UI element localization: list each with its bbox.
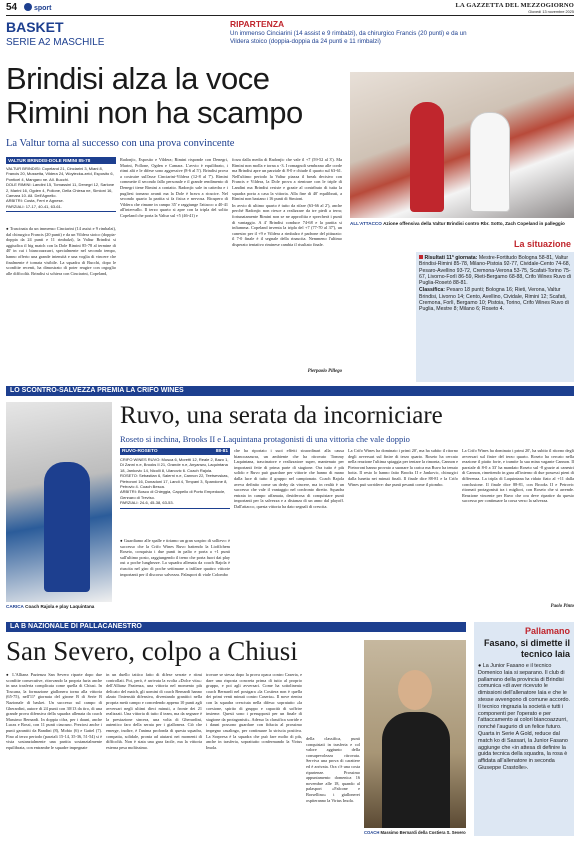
- article-col-1: ● Trascinata da un immenso Cinciarini (14 assist e 9 rimbalzi), dal chirurgico Francis (20 punti) e da un Vildera stoico (doppia-doppia da 24 punti e 11 rimbalzi), la Valtur Brindisi si aggiudica il big match con la Dole Rimini 85-78 al termine di 40' in cui i biancoazzurri, specialmente nel secondo tempo, hanno offerto una grande intensità e una voglia di vincere che finalmente è tornata visibile. La squadra di Bucchi, dopo le sconfitte recenti, ha dimostrato di poter reagire con orgoglio alle difficoltà. Brindisi si schiera con Cinciarini, Copeland,: [6, 226, 116, 276]
- article-col-3: La Crifo Wines ha dominato i primi 20', ma ha subito il ritorno degli avversari sul finire di terzo quarto. Roseto ha cercato nella reazione l'ultima spiaggia per tentare la rimonta, Cannon e Pietroroni hanno provato a suonare la carica ma Ruvo ha tenuto botta. Il resto lo hanno fatto Brooks II e Jankovic, chirurgici dalla lunetta nei minuti finali. Il finale dice 88-81 e la Crifo Wines può sorridere: due punti pesanti come il piombo.: [348, 448, 458, 487]
- article-col-3: [232, 157, 342, 369]
- standings-box: [416, 236, 574, 382]
- article-col-4: della classifica, punti conquistati in trasferta e col valore aggiunto della consapevolezza ritrovata. Serviva una prova di carattere ed è arrivata. Ora c'è una costa ripartenze. Prossimo appuntamento domenica 16 novembre alle 18, quando al palasport «Falcone e Borsellino» i giallonerei ospiteranno la Virtus Imola.: [306, 736, 360, 803]
- box-score-line: ARBITRI: Costa, Ferri e Agnese.: [6, 198, 64, 204]
- photo-caption-label: ALL'ATTACCO: [350, 221, 382, 226]
- article-col-3: trovare se stessa dopo la prova opaca contro Caserta, e dare una risposta concreta prima di tutto al proprio gruppo, e poi agli avversari. Come ha sottolineato coach Bernardi nel postgara «la Costiera non è quella dei primi venti minuti contro Caserta». Il nove rientra con la squadra cresciuta nella difesa: sopratutto «la coesione, spirito di gruppo e capacità di soffrire insieme. Questi sono i presupposti per un finale di stagione da protagonisti». Adesso la classifica sorride e i dauni possono guardare con fiducia al prossimo impegno casalingo, per continuare la striscia positiva. La Sorpresa è la squadra che può fare molto di più, anche in trasferta, soprattutto confermando la Virtus Imola.: [206, 672, 302, 750]
- summary: Un immenso Cinciarini (14 assist e 9 rimbalzi), da chirurgico Francis (20 punti) e da un Vildera stoico (doppia-doppia da 24 punti e 11 rimbalzi): [230, 30, 467, 45]
- box-score-line: VALTUR BRINDISI: Copeland 21, Cinciarini 3, Miani 8, Francis 20, Mussetta, Vildera 24, Woytecka-zeid, Esposito 6, Ponticel 4, Mangaro ne. All. Bucchi.: [6, 166, 114, 182]
- box-score-title: VALTUR BRINDISI-DOLE RIMINI 85-78: [6, 157, 116, 164]
- article-col-2: Radonjic, Esposito e Vildera; Rimini risponde con Denegri, Marini, Pollone, Ogden e Camara. L'avvio è equilibrato, i ritmi alti e le difese sono aggressive (8-6 al 5'). Brindisi prova a costruire sull'asse Cinciarini-Vildera (12-8 al 7'). Rimini commette il secondo fallo personale e il grande rendimento di Denegri tiene Rimini a contatto. Radonjic sale in cattedra e i pugliesi tornano avanti ma la Dole è brava a ricucire. Nel secondo quarto la partita si fa fisica e nervosa. Ricupero di Vildera che rimane in campo 35' e raggiunge l'attacco a 40-41 all'intervallo. Il terzo quarto si apre con la tripla del solito Copeland che porta la Valtur sul +5 (46-41) e: [120, 157, 228, 218]
- ruvo-box-score-value: 88-81: [215, 449, 228, 454]
- pallamano-body: ● La Junior Fasano e il tecnico Domenico Iaia si separano. Il club di pallamano della provincia di Brindisi comunica «di aver ricevuto le dimissioni dell'allenatore Iaia e che le stesse avvengono di comune accordo. Il tecnico ringrazia la società e tutti i componenti per l'operato e per l'attaccamento ai colori biancoazzurri, nonché l'augurio di un felice futuro. Quarta in Serie A Gold, reduce dal match ko di Sassari, la Junior Fasano aggiunge che «in attesa di definire la guida tecnica della squadra, la rosa è affidata all'allenatore in seconda Giuseppe Crastolle».: [478, 663, 570, 771]
- photo-basket-action: [350, 72, 574, 218]
- pallamano-headline: Fasano, si dimette il tecnico Iaia: [483, 638, 570, 659]
- ruvo-subhead: Roseto si inchina, Brooks II e Laquintana protagonisti di una vittoria che vale doppio: [120, 434, 410, 444]
- box-score-line: DOLE RIMINI: Landini 15, Tomassini 11, Denegri 12, Sarlone 2, Marini 16, Ogden 4, Pollone, Della Chiesa ne, Simioni 16, Camara 10. All. Dell'Agnello.: [6, 182, 115, 199]
- byline: Pierpaolo Pillego: [307, 369, 342, 374]
- ruvo-headline: Ruvo, una serata da incorniciare: [120, 402, 443, 429]
- headline-1: Brindisi alza la voce: [6, 61, 270, 96]
- article-col-2: che ha riportato i suoi effetti straordinari alla causa biancoazzurra, un ambiente che ha ritrovato Tommy Laquintana, trascinatore e realizzatore super, mantenuto per importanti fette di prima parte di stagione. Ora tutto è più solido e Ruvo può guardare per vittorie che hanno di mano dalla luce di tutto il gruppo nel campionato. Coach Rajola aveva definito come un derby da vincere, ma in realtà è un successo che vale il vantaggio nel confronto diretto. Squadra entrata in campo affamata, desiderosa di conquistare punti importanti per la salvezza e a distanza di un anno dal playoff. Dall'attacco, questa vittoria ha dato segnali di crescita.: [234, 448, 344, 509]
- results-text: [416, 252, 574, 286]
- box-score-line: ROSETO: Sebastian 6, Salerni n.e, Cannon 22, Teetsevskas, Pietroroni 16, Donadoni 17, Landi 4, Timpani 3, Spandone 8, Petrovic 4. Coach Besca.: [120, 473, 229, 490]
- box-score-line: PARZIALI: 24-6, 45-38, 63-53.: [120, 500, 230, 508]
- pallamano-box: [474, 622, 574, 836]
- box-score-line: ARBITRI: Bosco di Chieggia, Cappello di Porto Empedocle, Gennaro di Treviso.: [120, 489, 226, 500]
- article-col-4: La Crifo Wines ha dominato i primi 20', ha subito il ritorno degli avversari sul finire del terzo quarto. Roseto ha cercato nella reazione il piatto forte, e tramite la sua mina vagante Cannon. Il parziale di 8-0 a 33' ha mandato Roseto sul -8 grazie ai canestri di Cannon, rimettendo in gara all'interno di due possessi pieni di differenza. La tripla di Laquintana ha ridato fiato al +11 dalla conclusione. Il finale dice 88-81, con Brooks II e Petrovic ritornati protagonisti tra i migliori, con Roseto che si arrende. Reazione vincente per Ruvo che ora deve ripartire da questo successo per continuare la corsa verso la salvezza.: [462, 448, 574, 504]
- kicker: RIPARTENZA: [230, 19, 285, 29]
- sport-logo: sport: [24, 3, 51, 12]
- issue-date: Giovedì 13 novembre 2025: [528, 10, 574, 14]
- photo-caption-text: Azione offensiva della Valtur Brindisi contro Rbr. Sotto, Zach Copeland in palleggio: [383, 221, 565, 226]
- article-paragraph: In avvio di ultimo quarto è tutto da rifare (63-66 al 2'), anche perché Radonjic non riesce a realizzare da tre piedi a terra; fortunatamente Rimini non se ne approfitta e sprecherà i punti di vantaggio. A 4' Brindisi conduce 74-68 e la partita si infiamma. Copeland inventa la tripla del +7 (77-70 al 37'), un canestro per il +9 e Vildera a rimbalzo è padrone del pitturato: il 7-0 finale è il segnale della rinascita. Nemmeno l'ultimo disperato tentativo riminese cambia il risultato finale.: [232, 202, 342, 247]
- box-score-line: PARZIALI: 17-17, 40-41, 63-61.: [6, 204, 116, 212]
- player-figure: [470, 112, 510, 212]
- article-col-2: in un duello tattico fatto di difese serrate e ritmi controllati. Poi, però, è arrivata la svolta «Dolce vita»: dell'Allianz Pazienza, una vittoria nel momento più delicato del match, gli uomini di coach Bernardi hanno alzato l'intensità difensiva, diventando granitici nella propria metà campo e concedendo appena 10 punti agli avversari negli ultimi dieci minuti, a fronte dei 21 realizzati. Una vittoria di tutto il team, ma da segnare è la prestazione sincera, una volta di Gherardini, autentico faro della serata per i giallonera. Ciò che emerge, inoltre, è l'anima profonda di questa squadra, compatta, solidale, pronta ad aiutarsi nei momenti di difficoltà. Non è stata una gara facile, ma la vittoria esterna pesa moltissimo.: [106, 672, 202, 750]
- box-score: [6, 157, 116, 212]
- sport-logo-icon: [24, 3, 32, 11]
- photo-caption: [6, 604, 112, 609]
- ruvo-box-title-row: [120, 448, 230, 455]
- photo-ruvo-coach: [6, 402, 112, 602]
- photo-caption-label: CARICA: [6, 604, 24, 609]
- byline: Paolo Pinto: [550, 604, 574, 609]
- article-col-1: ● L'Allianz Pazienza San Severo riparte dopo due sconfitte consecutive, ritrovando la propria furia anche in una trasferta complicata come quella di Chiusi. In Toscana, la formazione giallonera torna alla vittoria (65-75), nell'11ª giornata del girone B di Serie B Nazionale di basket. Un successo sul campo di Gherardini, autore di 24 punti con 30/13 da tiro, di una grande prova difensiva della squadra allenata da coach Massimo Bernardi. In doppia cifra, per i dauni, anche Lucas e Bossi, con 11 punti ciascuno. Preziosi anche i punti garantiti da Bandini (8), Mobio (6) e Gattel (7). Fino al terzo periodo (parziali 15-14, 35-36, 51-54) si è vista sostanzialmente una partita sostanzialmente equilibrata, con entrambe le squadre impegnate: [6, 672, 102, 750]
- results-values: Mestre-Fortitudo Bologna 58-81, Valtur Brindisi-Rimini 85-78, Milano-Pistoia 92-77, Cividale-Cento 74-68, Pesaro-Avellino 93-72, Cremona-Verona 53-75, Scafati-Torino 75-67, Livorno-Forlì 86-59, Rieti-Bergamo 68-88, Crifo Wines Ruvo di Puglia-Rosetó 88-81.: [419, 255, 571, 287]
- article-col-1: ● Guardiamo alle spalle e tiriamo un gran sospiro di sollievo: è successo che la Crifo Wines Ruvo battendo la Liofilchem Roseto, conquista i due punti in palio e porta a +1 punti sull'ultimo posto, raggiungendo il treno che porta fuori dai play out a poche lunghezze. La squadra allenata da coach Rajola è riuscita nel giro di poche settimane a infilare quattro vittorie importanti per il discorso salvezza. Palasport di viale Colombo: [120, 538, 230, 577]
- section-league: SERIE A2 MASCHILE: [6, 37, 105, 48]
- ruvo-box-title: RUVO-ROSETO: [122, 449, 158, 454]
- box-score-line: CRIFO WINES RUVO: Musca 6, Moretti 12, Reale 2, Bazo 1, Di Zanni n.e, Brooks II 21, Grande n.e, Anyanwu, Laquintana 18, Jankovic 14, Nicolli 8, Ulanovic 6. Coach Rajola.: [120, 457, 229, 473]
- standings-title: La situazione: [416, 236, 574, 252]
- masthead: [6, 2, 574, 16]
- person-head: [398, 670, 432, 710]
- photo-caption-label: COACH: [364, 830, 380, 835]
- player-figure: [410, 102, 444, 212]
- standings-values: Pesaro 18 punti; Bologna 16; Rieti, Verona, Valtur Brindisi, Livorno 14; Cento, Avellino, Cividale, Rimini 12; Scafati, Cremona, Forlì, Bergamo 10; Pistoia, Torino, Crifo Wines Ruvo di Puglia, Mestre 8; Milano 6; Roseto 4.: [419, 287, 569, 313]
- standings-label: Classifica:: [419, 287, 445, 294]
- photo-caption-text: Coach Rajola e play Laquintana: [25, 604, 95, 609]
- standings-text: [416, 286, 574, 313]
- section-bar-ruvo: LO SCONTRO-SALVEZZA PREMIA LA CRIFO WINES: [6, 386, 574, 396]
- section-bar-sansevero: LA B NAZIONALE DI PALLACANESTRO: [6, 622, 466, 632]
- pallamano-kicker: Pallamano: [524, 626, 570, 636]
- person-body: [382, 712, 450, 828]
- page-number: 54: [6, 2, 18, 13]
- person-figure: [44, 462, 90, 592]
- article-paragraph: forza dalla media di Radonjic che vale il +7 (59-52 al 3'). Ma Rimini non molla e torna a -3. I romagnoli sembrano alle corde ma Brindisi apre un parziale di 8-0 e chiude il quarto sul 63-61. Nell'ultimo periodo la Valtur piazza il break decisivo con Francis e Vildera, la Dole prova a rientrare con le triple di Landini ma Brindisi resiste e grazie al contributo di tutta la squadra porta a casa la vittoria. Alla fine di 40' equilibrati, a Rimini non bastano i 16 punti di Simioni.: [232, 157, 342, 202]
- section-sport: BASKET: [6, 19, 64, 35]
- photo-caption: [364, 830, 474, 835]
- subhead: La Valtur torna al successo con una prova convincente: [6, 138, 235, 149]
- photo-caption-text: Massimo Bernardi della Costiera S. Severo: [380, 830, 466, 835]
- photo-coach-bernardi: [364, 640, 466, 828]
- ruvo-box-score: [120, 448, 230, 509]
- results-label: Risultati 11ª giornata:: [424, 255, 478, 261]
- newspaper-name: LA GAZZETTA DEL MEZZOGIORNO: [455, 2, 574, 9]
- photo-caption: [350, 221, 574, 227]
- headline-2: Rimini non ha scampo: [6, 95, 303, 130]
- square-icon: [419, 255, 423, 259]
- sansevero-headline: San Severo, colpo a Chiusi: [6, 636, 298, 666]
